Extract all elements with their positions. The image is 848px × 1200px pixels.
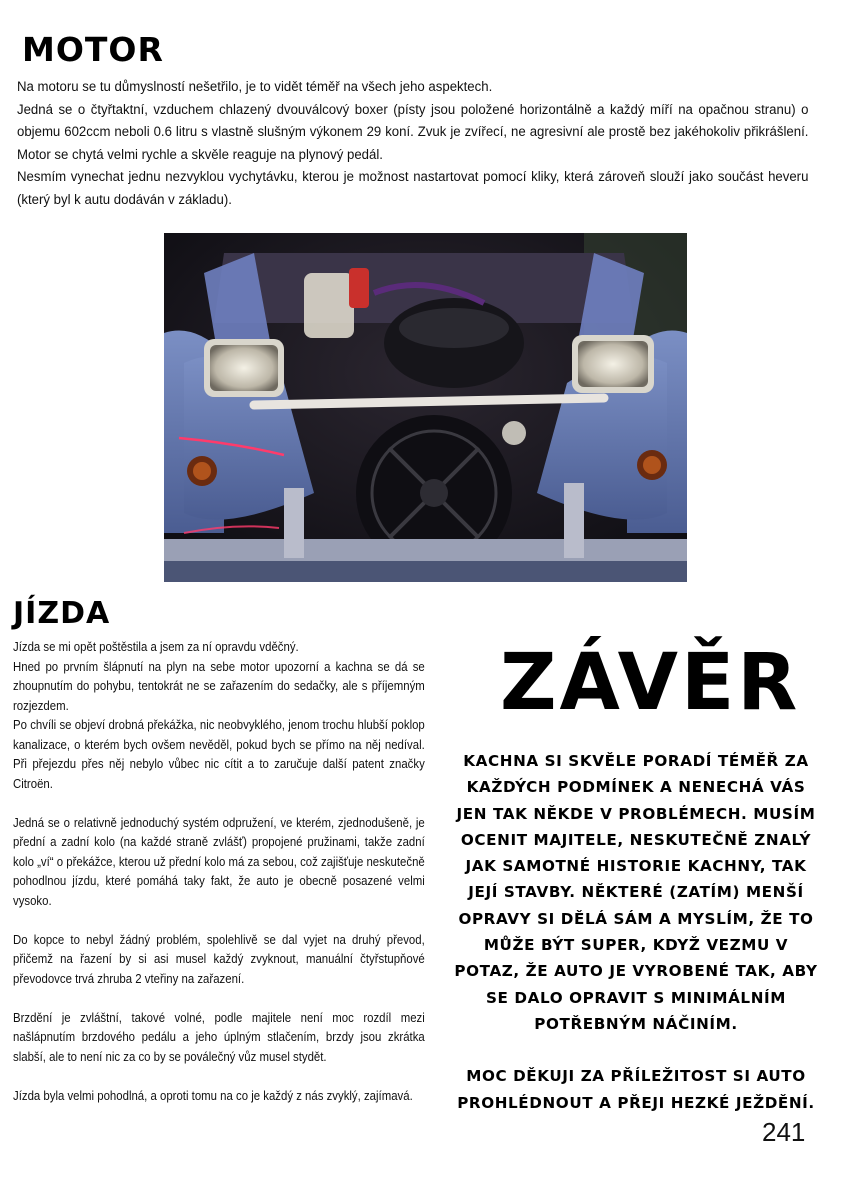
jizda-paragraph: Do kopce to nebyl žádný problém, spolehlivě se dal vyjet na druhý převod, přičemž na řazení by si asi musel každý zvyknout, manuální čtyřstupňové převodovce trvá zhruba 2 vteřiny na zařazení. xyxy=(13,932,425,986)
jizda-paragraph: Jízda byla velmi pohodlná, a oproti tomu na co je každý z nás zvyklý, zajímavá. xyxy=(13,1088,413,1103)
jizda-body xyxy=(13,638,425,1106)
jizda-paragraph: Jízda se mi opět poštěstila a jsem za ní opravdu vděčný. xyxy=(13,640,299,654)
motor-heading: MOTOR xyxy=(22,30,164,69)
motor-paragraph: Na motoru se tu důmyslností nešetřilo, je to vidět téměř na všech jeho aspektech. xyxy=(17,79,493,95)
jizda-paragraph: Jedná se o relativně jednoduchý systém odpružení, ve kterém, zjednodušeně, je přední a zadní kolo (na každé straně zvlášť) propojené pružinami, takže zadní kolo „ví“ o překážce, kterou už přední kolo má za sebou, což zajišťuje neskutečně pohodlnou jízdu, které pomáhá taky fakt, že auto je obecně posazené velmi vysoko. xyxy=(13,815,425,908)
jizda-paragraph: Po chvíli se objeví drobná překážka, nic neobvyklého, jenom trochu hlubší poklop kanalizace, o kterém bych ovšem nevěděl, pokud bych se přímo na něj nedíval. Při přejezdu přes něj nebylo vůbec nic cítit a to zaručuje další patent značky Citroën. xyxy=(13,718,425,791)
motor-body xyxy=(17,76,808,211)
zaver-paragraph: MOC DĚKUJI ZA PŘÍLEŽITOST SI AUTO PROHLÉDNOUT A PŘEJI HEZKÉ JEŽDĚNÍ. xyxy=(457,1067,815,1112)
jizda-paragraph: Brzdění je zvláštní, takové volné, podle majitele není moc rozdíl mezi našlápnutím brzdového pedálu a jeho úplným stlačením, brzdy jsou zkrátka slabší, ale to není nic za co by se poválečný vůz musel stydět. xyxy=(13,1010,425,1064)
zaver-heading: ZÁVĚR xyxy=(500,638,801,728)
motor-paragraph: Jedná se o čtyřtaktní, vzduchem chlazený dvouválcový boxer (písty jsou položené horizontálně a každý míří na opačnou stranu) o objemu 602ccm neboli 0.6 litru s vlastně slušným výkonem 29 koní. Zvuk je zvířecí, ne agresivní ale prostě bez jakéhokoliv přikrášlení. Motor se chytá velmi rychle a skvěle reaguje na plynový pedál. xyxy=(17,101,809,163)
engine-bay-photo xyxy=(164,233,687,582)
motor-paragraph: Nesmím vynechat jednu nezvyklou vychytávku, kterou je možnost nastartovat pomocí kliky, která zároveň slouží jako součást heveru (který byl k autu dodáván v základu). xyxy=(17,169,809,208)
zaver-body xyxy=(452,748,820,1116)
page-number: 241 xyxy=(762,1117,806,1147)
jizda-heading: JÍZDA xyxy=(13,596,111,631)
jizda-paragraph: Hned po prvním šlápnutí na plyn na sebe motor upozorní a kachna se dá se zhoupnutím do pohybu, tentokrát ne se zařazením do sedačky, ale s příjemným rozjezdem. xyxy=(13,659,425,713)
zaver-paragraph: KACHNA SI SKVĚLE PORADÍ TÉMĚŘ ZA KAŽDÝCH PODMÍNEK A NENECHÁ VÁS JEN TAK NĚKDE V PROBLÉMECH. MUSÍM OCENIT MAJITELE, NESKUTEČNĚ ZNALÝ JAK SAMOTNÉ HISTORIE KACHNY, TAK JEJÍ STAVBY. NĚKTERÉ (ZATÍM) MENŠÍ OPRAVY SI DĚLÁ SÁM A MYSLÍM, ŽE TO MŮŽE BÝT SUPER, KDYŽ VEZMU V POTAZ, ŽE AUTO JE VYROBENÉ TAK, ABY SE DALO OPRAVIT S MINIMÁLNÍM POTŘEBNÝM NÁČINÍM. xyxy=(454,752,818,1033)
